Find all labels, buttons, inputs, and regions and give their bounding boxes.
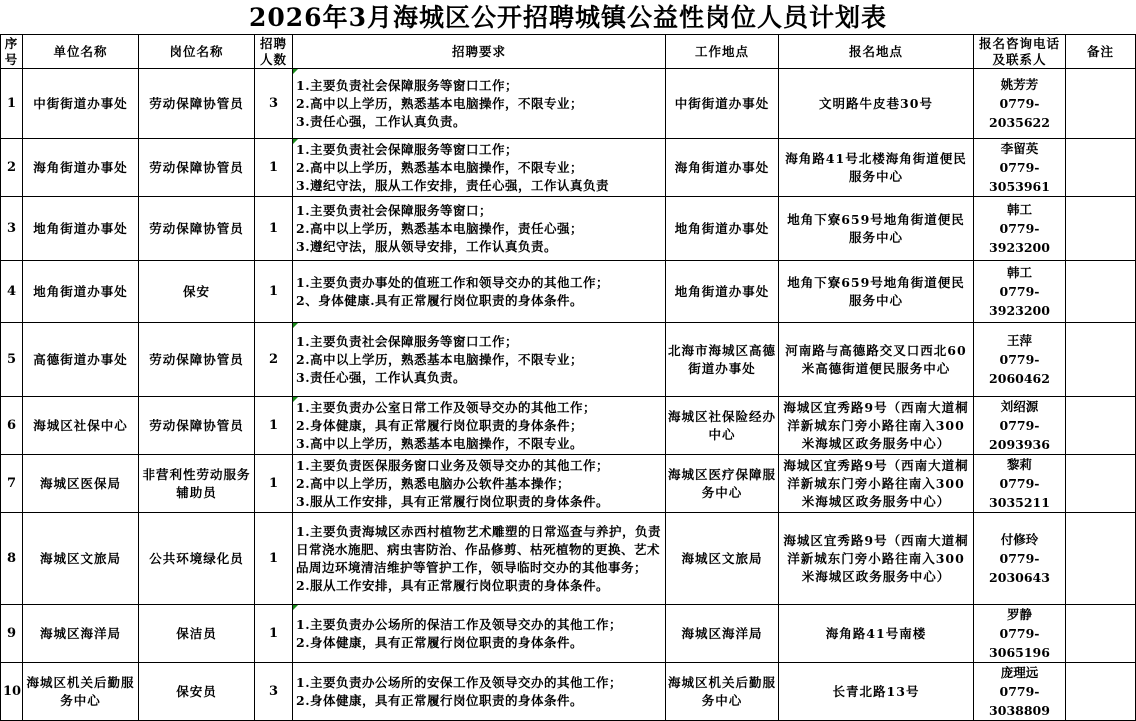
signup-location-cell: 海城区宜秀路9号（西南大道桐洋新城东门旁小路往南入300米海城区政务服务中心） [779, 455, 974, 513]
header-workplace: 工作地点 [666, 35, 779, 69]
header-row [1, 35, 1136, 69]
comment-marker-icon [293, 139, 298, 144]
position-name-cell: 非营利性劳动服务辅助员 [139, 455, 255, 513]
unit-name-cell: 高德街道办事处 [23, 323, 139, 397]
signup-location-cell: 地角下寮659号地角街道便民服务中心 [779, 261, 974, 323]
signup-location-cell: 海角路41号南楼 [779, 605, 974, 663]
position-name-cell: 劳动保障协管员 [139, 139, 255, 197]
row-no-cell: 6 [1, 397, 23, 455]
hire-count-cell: 3 [255, 663, 293, 721]
table-row [1, 605, 1136, 663]
table-row [1, 455, 1136, 513]
requirements-cell: 1.主要负责办公场所的安保工作及领导交办的其他工作； 2.身体健康，具有正常履行岗位职责的身体条件。 [293, 663, 666, 721]
position-name-cell: 公共环境绿化员 [139, 513, 255, 605]
position-name-cell: 劳动保障协管员 [139, 69, 255, 139]
remarks-cell [1066, 69, 1136, 139]
table-row [1, 197, 1136, 261]
requirements-cell: 1.主要负责社会保障服务等窗口工作； 2.高中以上学历，熟悉基本电脑操作，不限专业； 3.责任心强，工作认真负责。 [293, 69, 666, 139]
position-name-cell: 劳动保障协管员 [139, 397, 255, 455]
signup-location-cell: 地角下寮659号地角街道便民服务中心 [779, 197, 974, 261]
header-remarks: 备注 [1066, 35, 1136, 69]
comment-marker-icon [293, 323, 298, 328]
row-no-cell: 4 [1, 261, 23, 323]
header-unit: 单位名称 [23, 35, 139, 69]
remarks-cell [1066, 605, 1136, 663]
workplace-cell: 地角街道办事处 [666, 261, 779, 323]
unit-name-cell: 海城区社保中心 [23, 397, 139, 455]
position-name-cell: 保安 [139, 261, 255, 323]
remarks-cell [1066, 397, 1136, 455]
unit-name-cell: 海角街道办事处 [23, 139, 139, 197]
remarks-cell [1066, 139, 1136, 197]
contact-cell: 姚芳芳 0779- 2035622 [974, 69, 1066, 139]
contact-cell: 王萍 0779- 2060462 [974, 323, 1066, 397]
contact-cell: 付修玲 0779- 2030643 [974, 513, 1066, 605]
requirements-cell: 1.主要负责社会保障服务等窗口； 2.高中以上学历，熟悉基本电脑操作，责任心强； 3.遵纪守法，服从领导安排，工作认真负责。 [293, 197, 666, 261]
header-signup: 报名地点 [779, 35, 974, 69]
requirements-cell: 1.主要负责社会保障服务等窗口工作； 2.高中以上学历，熟悉基本电脑操作，不限专业； 3.责任心强，工作认真负责。 [293, 323, 666, 397]
remarks-cell [1066, 261, 1136, 323]
signup-location-cell: 河南路与高德路交叉口西北60米高德街道便民服务中心 [779, 323, 974, 397]
signup-location-cell: 文明路牛皮巷30号 [779, 69, 974, 139]
position-name-cell: 劳动保障协管员 [139, 323, 255, 397]
comment-marker-icon [293, 605, 298, 610]
workplace-cell: 海城区机关后勤服务中心 [666, 663, 779, 721]
row-no-cell: 8 [1, 513, 23, 605]
row-no-cell: 5 [1, 323, 23, 397]
unit-name-cell: 海城区海洋局 [23, 605, 139, 663]
requirements-cell: 1.主要负责办公场所的保洁工作及领导交办的其他工作； 2.身体健康，具有正常履行岗位职责的身体条件。 [293, 605, 666, 663]
signup-location-cell: 海城区宜秀路9号（西南大道桐洋新城东门旁小路往南入300米海城区政务服务中心） [779, 513, 974, 605]
unit-name-cell: 地角街道办事处 [23, 197, 139, 261]
hire-count-cell: 1 [255, 139, 293, 197]
hire-count-cell: 1 [255, 397, 293, 455]
remarks-cell [1066, 197, 1136, 261]
workplace-cell: 地角街道办事处 [666, 197, 779, 261]
row-no-cell: 10 [1, 663, 23, 721]
position-name-cell: 保安员 [139, 663, 255, 721]
unit-name-cell: 中街街道办事处 [23, 69, 139, 139]
row-no-cell: 9 [1, 605, 23, 663]
contact-cell: 罗静 0779- 3065196 [974, 605, 1066, 663]
header-position: 岗位名称 [139, 35, 255, 69]
contact-cell: 韩工 0779- 3923200 [974, 261, 1066, 323]
workplace-cell: 海城区医疗保障服务中心 [666, 455, 779, 513]
comment-marker-icon [293, 397, 298, 402]
signup-location-cell: 长青北路13号 [779, 663, 974, 721]
signup-location-cell: 海角路41号北楼海角街道便民服务中心 [779, 139, 974, 197]
table-row [1, 69, 1136, 139]
contact-cell: 韩工 0779- 3923200 [974, 197, 1066, 261]
comment-marker-icon [293, 69, 298, 74]
remarks-cell [1066, 455, 1136, 513]
workplace-cell: 海城区海洋局 [666, 605, 779, 663]
header-count: 招聘人数 [255, 35, 293, 69]
contact-cell: 刘绍源 0779- 2093936 [974, 397, 1066, 455]
position-name-cell: 保洁员 [139, 605, 255, 663]
table-row [1, 139, 1136, 197]
unit-name-cell: 海城区医保局 [23, 455, 139, 513]
table-row [1, 397, 1136, 455]
remarks-cell [1066, 323, 1136, 397]
requirements-cell: 1.主要负责办事处的值班工作和领导交办的其他工作； 2、身体健康.具有正常履行岗位职责的身体条件。 [293, 261, 666, 323]
hire-count-cell: 1 [255, 455, 293, 513]
requirements-cell: 1.主要负责办公室日常工作及领导交办的其他工作； 2.身体健康，具有正常履行岗位职责的身体条件； 3.高中以上学历，熟悉基本电脑操作，不限专业。 [293, 397, 666, 455]
page-title: 2026年3月海城区公开招聘城镇公益性岗位人员计划表 [249, 3, 887, 32]
requirements-cell: 1.主要负责社会保障服务等窗口工作； 2.高中以上学历，熟悉基本电脑操作，不限专业； 3.遵纪守法，服从工作安排，责任心强，工作认真负责 [293, 139, 666, 197]
header-contact: 报名咨询电话及联系人 [974, 35, 1066, 69]
workplace-cell: 海角街道办事处 [666, 139, 779, 197]
workplace-cell: 北海市海城区高德街道办事处 [666, 323, 779, 397]
hire-count-cell: 1 [255, 261, 293, 323]
contact-cell: 李留英 0779- 3053961 [974, 139, 1066, 197]
hire-count-cell: 1 [255, 513, 293, 605]
hire-count-cell: 1 [255, 605, 293, 663]
requirements-cell: 1.主要负责海城区赤西村植物艺术雕塑的日常巡查与养护，负责日常浇水施肥、病虫害防治、作品修剪、枯死植物的更换、艺术品周边环境清洁维护等管护工作，领导临时交办的其他事务； 2.服从工作安排，具有正常履行岗位职责的身体条件。 [293, 513, 666, 605]
signup-location-cell: 海城区宜秀路9号（西南大道桐洋新城东门旁小路往南入300米海城区政务服务中心） [779, 397, 974, 455]
table-row [1, 261, 1136, 323]
row-no-cell: 1 [1, 69, 23, 139]
row-no-cell: 7 [1, 455, 23, 513]
recruitment-table [0, 34, 1136, 721]
requirements-cell: 1.主要负责医保服务窗口业务及领导交办的其他工作； 2.高中以上学历，熟悉电脑办公软件基本操作； 3.服从工作安排，具有正常履行岗位职责的身体条件。 [293, 455, 666, 513]
table-row [1, 663, 1136, 721]
row-no-cell: 3 [1, 197, 23, 261]
workplace-cell: 海城区社保险经办中心 [666, 397, 779, 455]
hire-count-cell: 3 [255, 69, 293, 139]
row-no-cell: 2 [1, 139, 23, 197]
workplace-cell: 中街街道办事处 [666, 69, 779, 139]
unit-name-cell: 海城区文旅局 [23, 513, 139, 605]
header-requirements: 招聘要求 [293, 35, 666, 69]
header-no: 序号 [1, 35, 23, 69]
workplace-cell: 海城区文旅局 [666, 513, 779, 605]
contact-cell: 庞理远 0779- 3038809 [974, 663, 1066, 721]
position-name-cell: 劳动保障协管员 [139, 197, 255, 261]
remarks-cell [1066, 663, 1136, 721]
hire-count-cell: 2 [255, 323, 293, 397]
hire-count-cell: 1 [255, 197, 293, 261]
table-row [1, 513, 1136, 605]
contact-cell: 黎莉 0779- 3035211 [974, 455, 1066, 513]
unit-name-cell: 地角街道办事处 [23, 261, 139, 323]
remarks-cell [1066, 513, 1136, 605]
unit-name-cell: 海城区机关后勤服务中心 [23, 663, 139, 721]
table-row [1, 323, 1136, 397]
